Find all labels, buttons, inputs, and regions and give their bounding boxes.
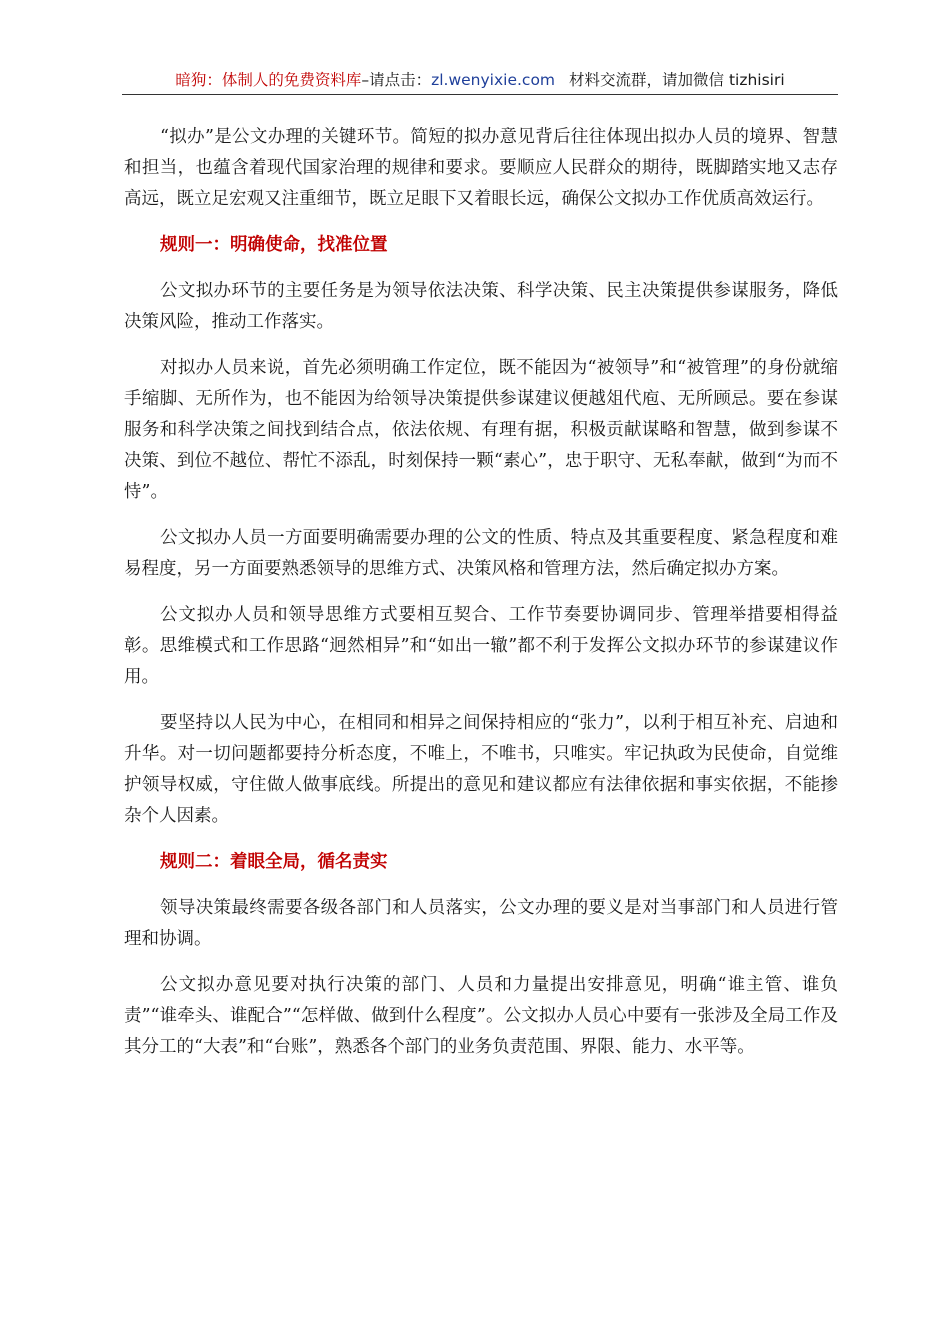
header-site-label: 暗狗：体制人的免费资料库 bbox=[175, 71, 362, 89]
rule1-paragraph-1: 公文拟办环节的主要任务是为领导依法决策、科学决策、民主决策提供参谋服务，降低决策风险，推动工作落实。 bbox=[124, 281, 838, 332]
rule2-paragraph-2: 公文拟办意见要对执行决策的部门、人员和力量提出安排意见，明确“谁主管、谁负责”“谁牵头、谁配合”“怎样做、做到什么程度”。公文拟办人员心中要有一张涉及全局工作及其分工的“大表”和“台账”，熟悉各个部门的业务负责范围、界限、能力、水平等。 bbox=[124, 975, 838, 1057]
rule1-paragraph-2: 对拟办人员来说，首先必须明确工作定位，既不能因为“被领导”和“被管理”的身份就缩手缩脚、无所作为，也不能因为给领导决策提供参谋建议便越俎代庖、无所顾忌。要在参谋服务和科学决策之间找到结合点，依法依规、有理有据，积极贡献谋略和智慧，做到参谋不决策、到位不越位、帮忙不添乱，时刻保持一颗“素心”，忠于职守、无私奉献，做到“为而不恃”。 bbox=[124, 358, 838, 502]
rule1-paragraph-3: 公文拟办人员一方面要明确需要办理的公文的性质、特点及其重要程度、紧急程度和难易程度，另一方面要熟悉领导的思维方式、决策风格和管理方法，然后确定拟办方案。 bbox=[124, 528, 838, 579]
header-click-label: –请点击： bbox=[361, 71, 432, 89]
rule1-paragraph-4: 公文拟办人员和领导思维方式要相互契合、工作节奏要协调同步、管理举措要相得益彰。思维模式和工作思路“迥然相异”和“如出一辙”都不利于发挥公文拟办环节的参谋建议作用。 bbox=[124, 605, 838, 687]
rule1-paragraph-5: 要坚持以人民为中心，在相同和相异之间保持相应的“张力”，以利于相互补充、启迪和升华。对一切问题都要持分析态度，不唯上，不唯书，只唯实。牢记执政为民使命，自觉维护领导权威，守住做人做事底线。所提出的意见和建议都应有法律依据和事实依据，不能掺杂个人因素。 bbox=[124, 713, 838, 826]
intro-paragraph: “拟办”是公文办理的关键环节。简短的拟办意见背后往往体现出拟办人员的境界、智慧和担当，也蕴含着现代国家治理的规律和要求。要顺应人民群众的期待，既脚踏实地又志存高远，既立足宏观又注重细节，既立足眼下又着眼长远，确保公文拟办工作优质高效运行。 bbox=[124, 127, 838, 209]
rule1-heading: 规则一：明确使命，找准位置 bbox=[160, 235, 388, 255]
page-header bbox=[122, 66, 838, 95]
document-body bbox=[124, 122, 838, 1078]
rule2-paragraph-1: 领导决策最终需要各级各部门和人员落实，公文办理的要义是对当事部门和人员进行管理和协调。 bbox=[124, 898, 838, 949]
rule2-heading: 规则二：着眼全局，循名责实 bbox=[160, 852, 388, 872]
header-group-label: 材料交流群，请加微信 tizhisiri bbox=[569, 71, 785, 89]
header-url-link[interactable]: zl.wenyixie.com bbox=[431, 71, 556, 89]
